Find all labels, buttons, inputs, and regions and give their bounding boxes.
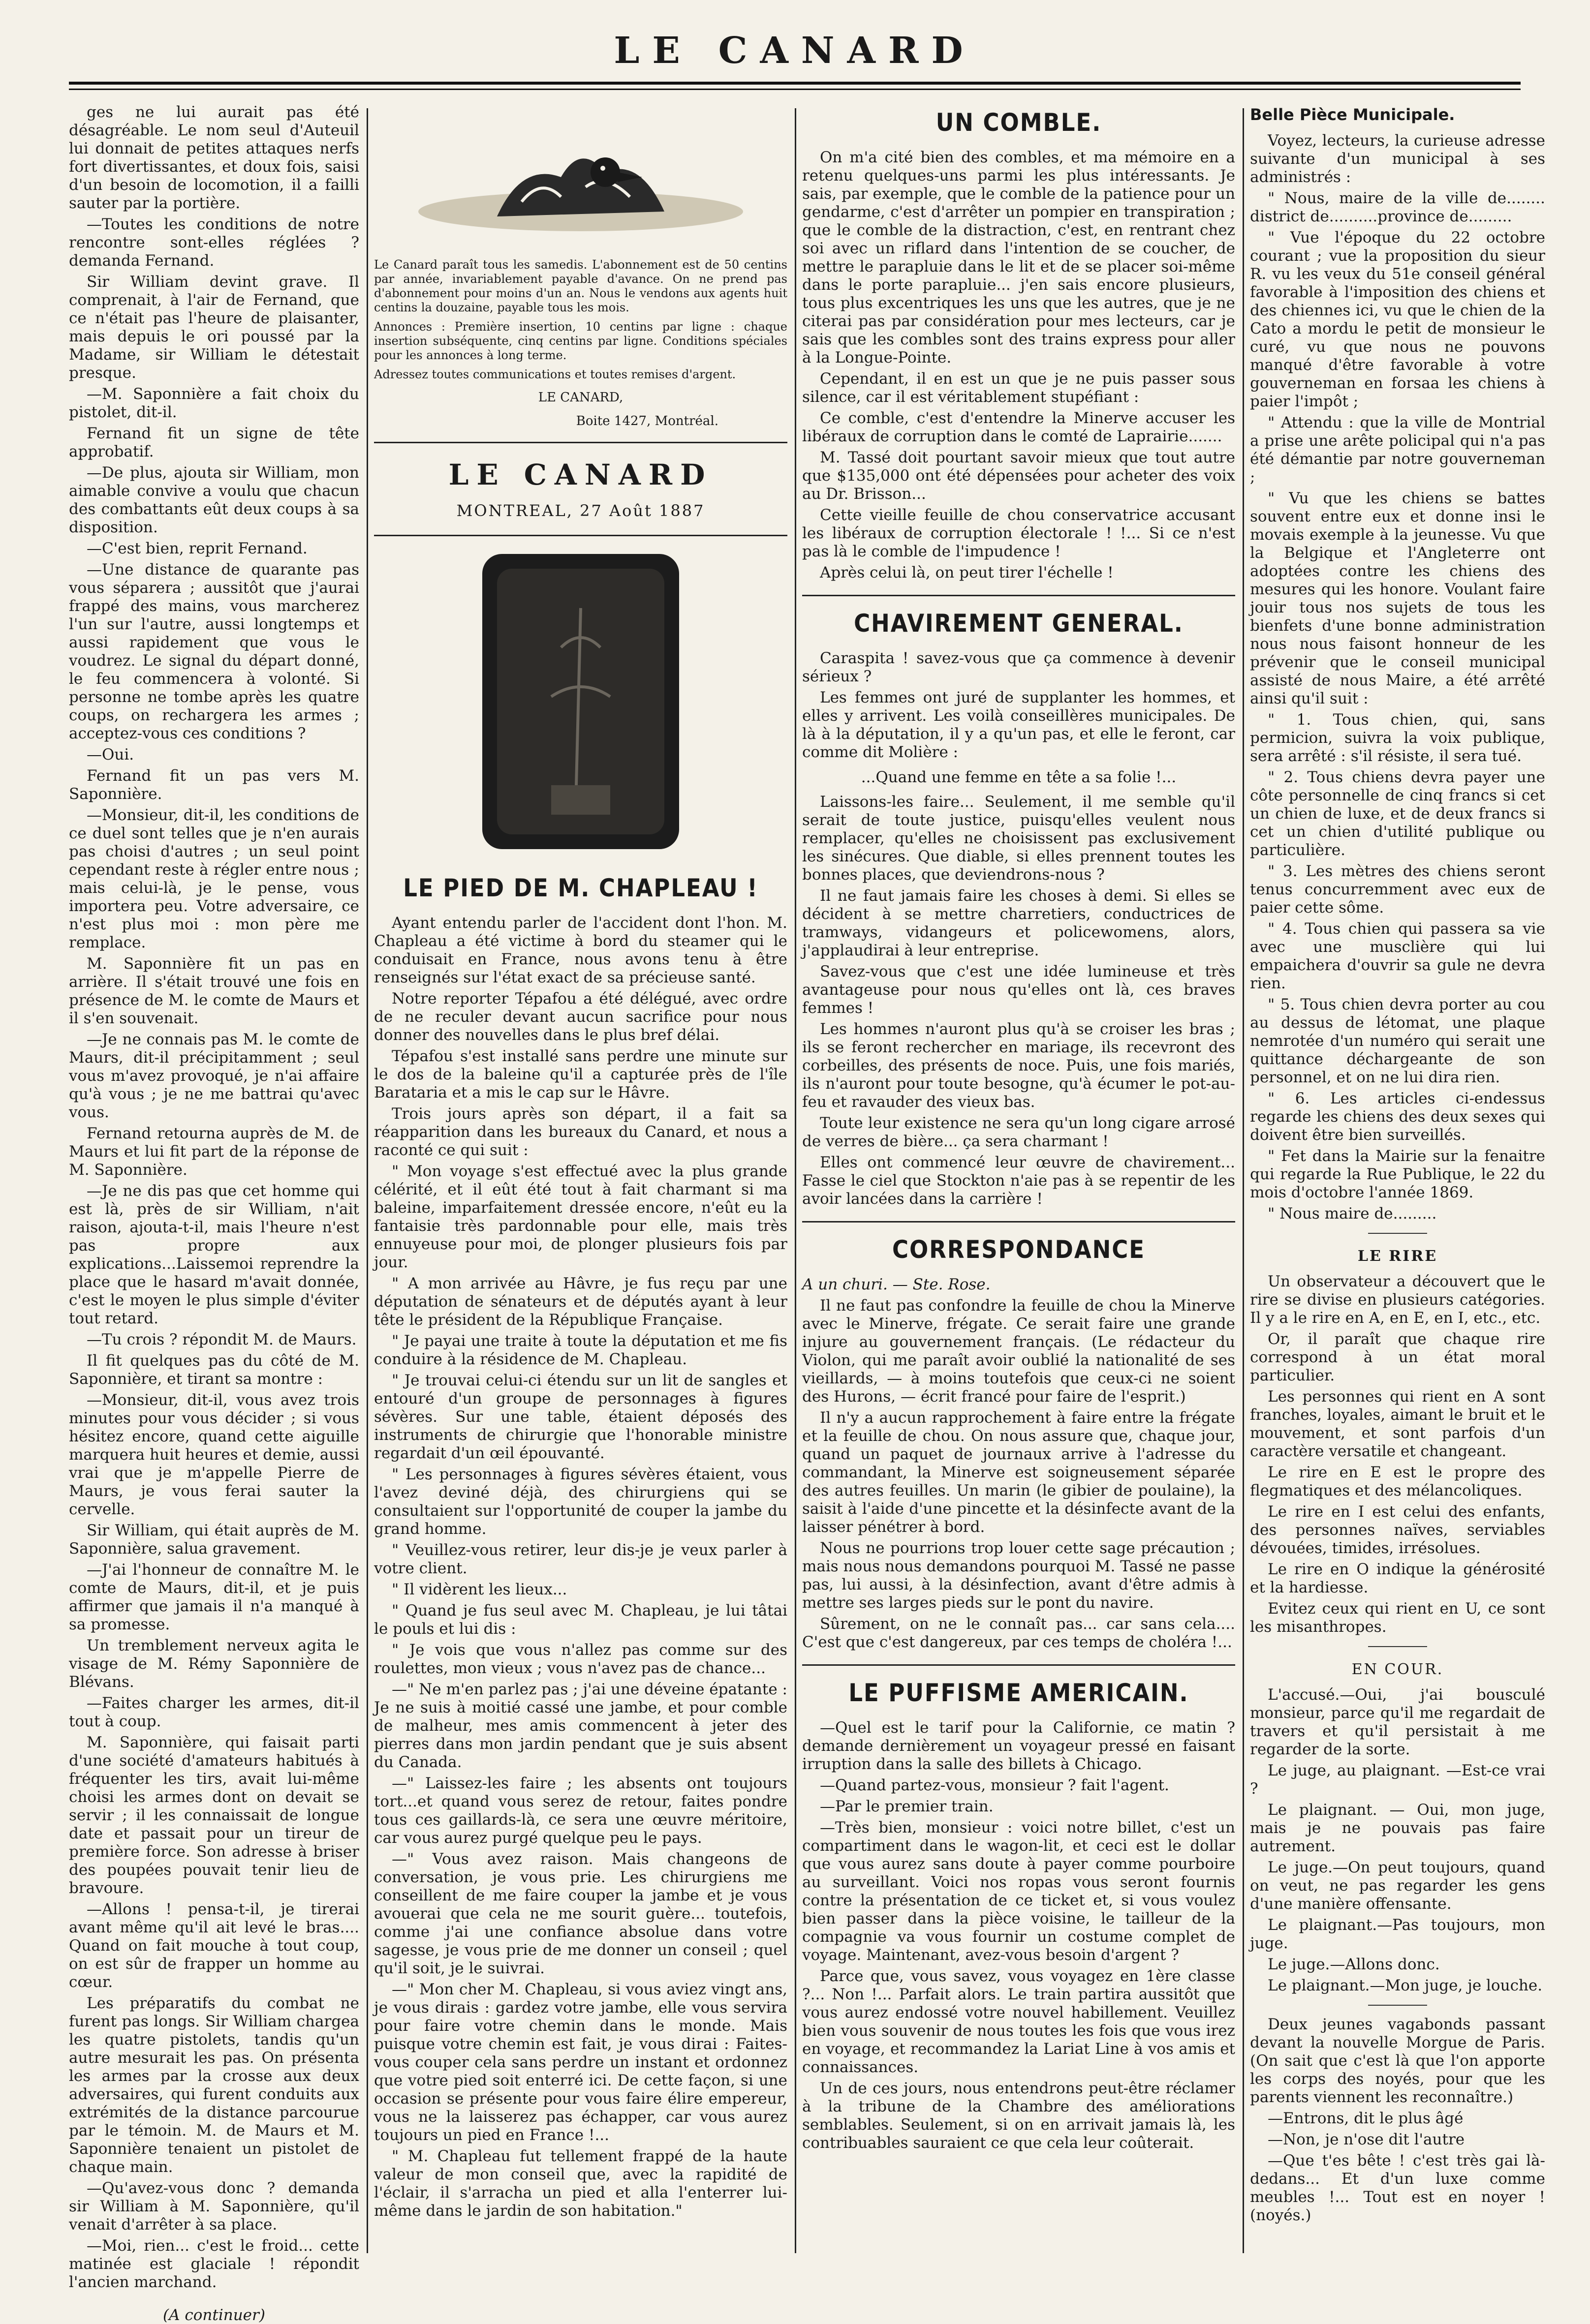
paragraph: —" Mon cher M. Chapleau, si vous aviez vingt ans, je vous dirais : gardez votre jambe, elle vous servira pour faire votre chemin dans le monde. Mais puisque votre chemin est fait, je vous dirai : Faites-vous couper cela sans perdre un instant et ordonnez que votre pied soit enterré ici. De cette façon, si une occasion se présente pour vous faire élire empereur, vous ne la laisserez pas échapper, car vous aurez toujours un pied en France !... <box>374 1981 787 2144</box>
piece-municipale-headline: Belle Pièce Municipale. <box>1250 105 1455 124</box>
paragraph: Elles ont commencé leur œuvre de chavirement... Fasse le ciel que Stockton n'aie pas à se repentir de les avoir lancées dans la carrière ! <box>802 1154 1235 1208</box>
paragraph: —Qu'avez-vous donc ? demanda sir William à M. Saponnière, qu'il venait d'arrêter à sa place. <box>69 2179 359 2233</box>
paragraph: Un de ces jours, nous entendrons peut-être réclamer à la tribune de la Chambre des améliorations semblables. Seulement, si on en arrivait jamais là, les contribuables sauraient ce que cela leur coûterait. <box>802 2079 1235 2152</box>
paragraph: Fernand fit un signe de tête approbatif. <box>69 425 359 460</box>
column-rule <box>367 108 368 2253</box>
paragraph: " 1. Tous chien, qui, sans permicion, suivra la voix publique, sera arrêté : s'il résiste, il sera tué. <box>1250 711 1545 765</box>
paragraph: " Fet dans la Mairie sur la fenaitre qui regarde la Rue Publique, le 22 du mois d'octobre l'année 1869. <box>1250 1147 1545 1201</box>
paragraph: " Nous, maire de la ville de........ district de..........province de......... <box>1250 189 1545 225</box>
paragraph: Nous ne pourrions trop louer cette sage précaution ; mais nous nous demandons pourquoi M. Tassé ne passe pas, lui aussi, à la désinfection, avant d'être admis à mettre ses larges pieds sur le pont du navire. <box>802 1539 1235 1612</box>
paragraph: —Toutes les conditions de notre rencontre sont-elles réglées ? demanda Fernand. <box>69 215 359 270</box>
paragraph: ges ne lui aurait pas été désagréable. Le nom seul d'Auteuil lui donnait de petites attaques nerfs fort divertissantes, et doux fois, saisi d'un besoin de locomotion, il a failli sauter par la portière. <box>69 103 359 212</box>
chavirement-intro <box>802 649 1235 762</box>
column-1 <box>69 103 359 2324</box>
paragraph: " Il vidèrent les lieux... <box>392 1581 567 1598</box>
paragraph: L'accusé.—Oui, j'ai bousculé monsieur, parce qu'il me regardait de travers et qu'il persistait à me regarder de la sorte. <box>1250 1686 1545 1758</box>
divider <box>374 535 787 536</box>
paragraph: " Je vois que vous n'allez pas comme sur des roulettes, mon vieux ; vous n'avez pas de chance... <box>374 1641 787 1677</box>
paragraph: —Je ne dis pas que cet homme qui est là, près de sir William, n'ait raison, ajouta-t-il, mais l'heure n'est pas propre aux explications...Laissemoi reprendre la place que le hasard m'avait donnée, c'est le moyen le plus simple d'éviter tout retard. <box>69 1182 359 1327</box>
paragraph: Il n'y a aucun rapprochement à faire entre la frégate et la feuille de chou. On nous assure que, chaque jour, quand un paquet de journaux arrive à l'adresse du commandant, la Minerve est soigneusement séparée des autres feuilles. Un marin (le gibier de poulaine), la saisit à l'aide d'une pincette et la désinfecte avant de la laisser pénétrer à bord. <box>802 1409 1235 1536</box>
paragraph: Cette vieille feuille de chou conservatrice accusant les libéraux de corruption électorale ! !... Si ce n'est pas là le comble de l'impudence ! <box>802 506 1235 560</box>
paragraph: Les préparatifs du combat ne furent pas longs. Sir William chargea les quatre pistolets, tandis qu'un autre mesurait les pas. On présenta les armes par la crosse aux deux adversaires, qui furent conduits aux extrémités de la distance parcourue par le témoin. M. de Maurs et M. Saponnière tenaient un pistolet de chaque main. <box>69 1994 359 2176</box>
paragraph: Trois jours après son départ, il a fait sa réapparition dans les bureaux du Canard, et nous a raconté ce qui suit : <box>374 1105 787 1159</box>
puffisme-article <box>802 1719 1235 2152</box>
paragraph: Fernand fit un pas vers M. Saponnière. <box>69 767 359 803</box>
paragraph: " 6. Les articles ci-endessus regarde les chiens des deux sexes qui doivent être bien surveillés. <box>1250 1090 1545 1144</box>
paragraph: Un tremblement nerveux agita le visage de M. Rémy Saponnière de Blévans. <box>69 1637 359 1691</box>
paragraph: " Les personnages à figures sévères étaient, vous l'avez deviné déjà, des chirurgiens qui se consultaient sur l'opportunité de couper la jambe du grand homme. <box>374 1466 787 1538</box>
paragraph: —Très bien, monsieur : voici notre billet, c'est un compartiment dans le wagon-lit, et ceci est le dollar que vous aurez sans doute à payer comme pourboire au surveillant. Voici nos ropas vous seront fournis contre la présentation de ce ticket et, si vous voulez bien passer dans la pièce voisine, le tailleur de la compagnie va vous fournir un costume complet de voyage. Maintenant, avez-vous besoin d'argent ? <box>802 1819 1235 1964</box>
column-rule <box>795 108 796 2253</box>
paragraph: " Veuillez-vous retirer, leur dis-je je veux parler à votre client. <box>374 1541 787 1577</box>
paragraph: —C'est bien, reprit Fernand. <box>87 540 308 557</box>
paragraph: Parce que, vous savez, vous voyagez en 1ère classe ?... Non !... Parfait alors. Le train partira aussitôt que vous aurez endossé votre nouvel habillement. Veuillez bien vous souvenir de nous toutes les fois que vous irez en voyage, et recommandez la Lariat Line à vos amis et connaissances. <box>802 1967 1235 2076</box>
paragraph: —Monsieur, dit-il, vous avez trois minutes pour vous décider ; si vous hésitez encore, quand cette aiguille marquera huit heures et demie, aussi vrai que je m'appelle Pierre de Maurs, je vous ferai sauter la cervelle. <box>69 1391 359 1518</box>
correspondance-headline: CORRESPONDANCE <box>892 1235 1146 1264</box>
paragraph: —De plus, ajouta sir William, mon aimable convive a voulu que chacun des combattants eût deux coups à sa disposition. <box>69 464 359 536</box>
divider <box>374 442 787 443</box>
paragraph: —M. Saponnière a fait choix du pistolet, dit-il. <box>69 385 359 421</box>
masthead <box>69 24 1521 97</box>
moliere-quote: ...Quand une femme en tête a sa folie !... <box>861 768 1177 786</box>
nameplate: LE CANARD <box>448 458 713 491</box>
paragraph: Savez-vous que c'est une idée lumineuse et très avantageuse pour nous qu'elles ont là, ces braves femmes ! <box>802 963 1235 1017</box>
paragraph: " Quand je fus seul avec M. Chapleau, je lui tâtai le pouls et lui dis : <box>374 1602 787 1638</box>
correspondance-recipient: A un churi. — Ste. Rose. <box>802 1276 991 1293</box>
paragraph: —Non, je n'ose dit l'autre <box>1268 2131 1465 2148</box>
paragraph: —Quel est le tarif pour la Californie, ce matin ? demande dernièrement un voyageur pressé en faisant irruption dans la salle des billets à Chicago. <box>802 1719 1235 1773</box>
paragraph: —Par le premier train. <box>820 1798 994 1815</box>
paragraph: Voyez, lecteurs, la curieuse adresse suivante d'un municipal à ses administrés : <box>1250 132 1545 186</box>
paragraph: Laissons-les faire... Seulement, il me semble qu'il serait de toute justice, puisqu'elles veulent nous remplacer, qu'elles ne choisissent pas exclusivement les sinécures. Que diable, si elles prennent toutes les bonnes places, que deviendrons-nous ? <box>802 793 1235 884</box>
paragraph: Il ne faut jamais faire les choses à demi. Si elles se décident à se mettre charretiers, conductrices de tramways, vidangeurs et policewomens, alors, j'applaudirai à leur entreprise. <box>802 887 1235 959</box>
paragraph: —Oui. <box>87 746 134 764</box>
paragraph: Sûrement, on ne le connaît pas... car sans cela.... C'est que c'est dangereux, par ces temps de choléra !... <box>802 1615 1235 1651</box>
address-notice: Adressez toutes communications et toutes remises d'argent. <box>374 367 736 381</box>
paragraph: Le plaignant. — Oui, mon juge, mais je ne pouvais pas faire autrement. <box>1250 1801 1545 1855</box>
en-cour-article <box>1250 1686 1545 1995</box>
paragraph: Les femmes ont juré de supplanter les hommes, et elles y arrivent. Les voilà conseillères municipales. De là à la députation, il y a qu'un pas, et elle le feront, car comme dit Molière : <box>802 689 1235 761</box>
paragraph: Le juge, au plaignant. —Est-ce vrai ? <box>1250 1762 1545 1798</box>
comble-article <box>802 149 1235 582</box>
paragraph: Deux jeunes vagabonds passant devant la nouvelle Morgue de Paris. (On sait que c'est là que l'on apporte les corps des noyés, pour que les parents viennent les reconnaître.) <box>1250 2016 1545 2106</box>
paragraph: Or, il paraît que chaque rire correspond à un état moral particulier. <box>1250 1330 1545 1384</box>
paragraph: " Vu que les chiens se battes souvent entre eux et donne insi le movais exemple à la jeunesse. Vu que la Belgique et l'Angleterre ont adoptées contre les chiens des mesures qui les honore. Voulant faire jouir tous nos sujets de tous les bienfets d'une bonne administration nous nous faisont honneur de les prévenir que le conseil municipal assisté de nous Maire, a été arrêté ainsi qu'il suit : <box>1250 489 1545 707</box>
paragraph: " Vue l'époque du 22 octobre courant ; vue la proposition du sieur R. vu les veux du 51e conseil général favorable à l'imposition des chiens et des chiennes ici, vu que le chien de la Cato a mordu le petit de monsieur le curé, vu que nous ne pouvons manqué d'être favorable à votre gouverneman en forsaa les chiens à paier l'impôt ; <box>1250 229 1545 410</box>
paragraph: " Je trouvai celui-ci étendu sur un lit de sangles et entouré d'un groupe de personnages à figures sévères. Sur une table, étaient déposés des instruments de chirurgie que l'honorable ministre regardait d'un œil épouvanté. <box>374 1372 787 1462</box>
paragraph: Evitez ceux qui rient en U, ce sont les misanthropes. <box>1250 1600 1545 1636</box>
paragraph: Le rire en O indique la générosité et la hardiesse. <box>1250 1560 1545 1596</box>
paragraph: Il fit quelques pas du côté de M. Saponnière, et tirant sa montre : <box>69 1352 359 1388</box>
address-box: Boite 1427, Montréal. <box>576 414 718 428</box>
chapleau-article <box>374 914 787 2220</box>
paragraph: " M. Chapleau fut tellement frappé de la haute valeur de mon conseil que, avec la rapidité de l'éclair, il s'arracha un pied et alla l'enterrer lui-même dans le jardin de son habitation." <box>374 2147 787 2220</box>
column-rule <box>1243 108 1244 2253</box>
paragraph: —Une distance de quarante pas vous séparera ; aussitôt que j'aurai frappé des mains, vous marcherez l'un sur l'autre, aussi longtemps et aussi rapidement que vous le voudrez. Le signal du départ donné, le feu commencera à volonté. Si personne ne tombe après les quatre coups, on rechargera les armes ; acceptez-vous ces conditions ? <box>69 561 359 742</box>
paragraph: —" Ne m'en parlez pas ; j'ai une déveine épatante : Je ne suis à moitié cassé une jambe, et pour comble de malheur, mes amis commencent à jeter des pierres dans mon jardin pendant que je suis absent du Canada. <box>374 1681 787 1771</box>
paragraph: Après celui là, on peut tirer l'échelle ! <box>820 564 1114 581</box>
paragraph: " Je payai une traite à toute la députation et me fis conduire à la résidence de M. Chapleau. <box>374 1332 787 1368</box>
paragraph: Ayant entendu parler de l'accident dont l'hon. M. Chapleau a été victime à bord du steamer qui le conduisait en France, nous avons tenu à être renseignés sur l'état exact de sa précieuse santé. <box>374 914 787 986</box>
address-name: LE CANARD, <box>538 390 624 405</box>
paragraph: —" Vous avez raison. Mais changeons de conversation, je vous prie. Les chirurgiens me conseillent de me faire couper la jambe et je vous avouerai que cela ne me sourit guère... toutefois, comme j'ai une confiance absolue dans votre sagesse, je vous prie de me donner un conseil ; quel qu'il soit, je le suivrai. <box>374 1850 787 1977</box>
paragraph: Le plaignant.—Mon juge, je louche. <box>1268 1977 1543 1994</box>
paragraph: —Monsieur, dit-il, les conditions de ce duel sont telles que je n'en aurais pas choisi d'autres ; un seul point cependant reste à régler entre nous ; mais celui-là, je le pense, vous importera peu. Votre adversaire, ce n'est plus moi : mon père me remplace. <box>69 806 359 951</box>
chapleau-headline: LE PIED DE M. CHAPLEAU ! <box>403 874 758 902</box>
puffisme-headline: LE PUFFISME AMERICAIN. <box>848 1679 1189 1707</box>
paragraph: Ce comble, c'est d'entendre la Minerve accuser les libéraux de corruption dans le comté de Laprairie....... <box>802 409 1235 445</box>
paragraph: Sir William, qui était auprès de M. Saponnière, salua gravement. <box>69 1522 359 1558</box>
correspondance-article <box>802 1297 1235 1651</box>
paragraph: —Allons ! pensa-t-il, je tirerai avant même qu'il ait levé le bras.... Quand on fait mouche à tout coup, on est sûr de frapper un homme au cœur. <box>69 1900 359 1991</box>
advertising-notice: Annonces : Première insertion, 10 centins par ligne : chaque insertion subséquente, cinq centins par ligne. Conditions spéciales pour les annonces à long terme. <box>374 320 787 362</box>
divider <box>1368 2005 1427 2006</box>
paragraph: —Je ne connais pas M. le comte de Maurs, dit-il précipitamment ; seul vous m'avez provoqué, je n'ai affaire qu'à vous ; je ne me battrai qu'avec vous. <box>69 1031 359 1121</box>
paragraph: " Nous maire de......... <box>1268 1205 1437 1223</box>
continue-label: (A continuer) <box>163 2306 265 2324</box>
masthead-rule-bottom <box>69 89 1521 90</box>
rire-headline: LE RIRE <box>1357 1248 1438 1265</box>
paragraph: Un observateur a découvert que le rire se divise en plusieurs catégories. Il y a le rire en A, en E, en I, etc., etc. <box>1250 1273 1545 1327</box>
masthead-title: LE CANARD <box>614 30 976 72</box>
comble-headline: UN COMBLE. <box>935 108 1102 137</box>
chavirement-article <box>802 793 1235 1208</box>
paragraph: M. Saponnière, qui faisait parti d'une société d'amateurs habitués à fréquenter les tirs, avait lui-même choisi les armes dont on devait se servir ; il les connaissait de longue date et passait pour un tireur de première force. Son adresse à briser des poupées pouvait tenir lieu de bravoure. <box>69 1734 359 1897</box>
paragraph: " A mon arrivée au Hâvre, je fus reçu par une députation de sénateurs et de députés ayant à leur tête le président de la République Française. <box>374 1275 787 1329</box>
paragraph: " 2. Tous chiens devra payer une côte personnelle de cinq francs si cet un chien de luxe, et de deux francs si cet un chien d'utilité publique ou particulière. <box>1250 768 1545 859</box>
paragraph: On m'a cité bien des combles, et ma mémoire en a retenu quelques-uns parmi les plus intéressants. Je sais, par exemple, que le comble de la patience pour un gendarme, c'est d'arrêter un pompier en transpiration ; que le comble de la distraction, c'est, en rentrant chez soi avec un riflard dans l'intention de se coucher, de mettre le parapluie dans le lit et de se placer soi-même dans le porte parapluie... j'en sais encore plusieurs, tous plus excentriques les uns que les autres, que je ne citerai pas par considération pour mes lecteurs, car je sais que les combles sont des trains express pour aller à la Longue-Pointe. <box>802 149 1235 367</box>
paragraph: M. Saponnière fit un pas en arrière. Il s'était trouvé une fois en présence de M. le comte de Maurs et il s'en souvenait. <box>69 955 359 1027</box>
subscription-notice: Le Canard paraît tous les samedis. L'abonnement est de 50 centins par année, invariablement payable d'avance. On ne prend pas d'abonnement pour moins d'un an. Nous le vendons aux agents huit centins la douzaine, payable tous les mois. <box>374 258 787 314</box>
paragraph: —Moi, rien... c'est le froid... cette matinée est glaciale ! répondit l'ancien marchand. <box>69 2237 359 2291</box>
column-2 <box>374 103 787 2258</box>
paragraph: —Quand partez-vous, monsieur ? fait l'agent. <box>820 1776 1169 1794</box>
paragraph: Le juge.—On peut toujours, quand on veut, ne pas regarder les gens d'une manière offensante. <box>1250 1859 1545 1913</box>
paragraph: " 3. Les mètres des chiens seront tenus concurremment avec eux de paier cette sôme. <box>1250 862 1545 917</box>
paragraph: " Attendu : que la ville de Montrial a prise une arête policipal qui n'a pas été démantie par notre gouverneman ; <box>1250 414 1545 486</box>
paragraph: Il ne faut pas confondre la feuille de chou la Minerve avec le Minerve, frégate. Ce serait faire une grande injure au gouvernement français. (Le rédacteur du Violon, qui me paraît avoir oublié la nationalité de ses vieillards, — à moins toutefois que ceux-ci ne soient des Hurons, — écrit francé pour faire de l'esprit.) <box>802 1297 1235 1406</box>
paragraph: Le rire en I est celui des enfants, des personnes naïves, serviables dévouées, timides, irrésolues. <box>1250 1503 1545 1557</box>
morgue-anecdote <box>1250 2016 1545 2225</box>
paragraph: " 5. Tous chien devra porter au cou au dessus de létomat, une plaque nemrotée d'un numéro qui serait une quittance déchargeante de son personnel, et on ne lui dira rien. <box>1250 996 1545 1086</box>
dateline: MONTREAL, 27 Août 1887 <box>456 501 705 520</box>
paragraph: Caraspita ! savez-vous que ça commence à devenir sérieux ? <box>802 649 1235 685</box>
paragraph: Le rire en E est le propre des flegmatiques et des mélancoliques. <box>1250 1464 1545 1499</box>
paragraph: Le plaignant.—Pas toujours, mon juge. <box>1250 1916 1545 1952</box>
piece-municipale-article <box>1250 132 1545 1223</box>
paragraph: Les hommes n'auront plus qu'à se croiser les bras ; ils se feront rechercher en mariage, ils recevront des corbeilles, des présents de noce. Puis, une fois mariés, ils n'auront pour toute besogne, qu'à écumer le pot-au-feu et ravauder des vieux bas. <box>802 1020 1235 1111</box>
divider <box>802 1221 1235 1223</box>
paragraph: Sir William devint grave. Il comprenait, à l'air de Fernand, que ce n'était pas l'heure de plaisanter, mais depuis le ori poussé par la Madame, sir William le détestait presque. <box>69 273 359 382</box>
paragraph: Tépafou s'est installé sans perdre une minute sur le dos de la baleine qu'il a capturée près de l'île Barataria et a mis le cap sur le Hâvre. <box>374 1047 787 1101</box>
paragraph: —Tu crois ? répondit M. de Maurs. <box>87 1331 357 1348</box>
divider <box>802 1664 1235 1666</box>
paragraph: Fernand retourna auprès de M. de Maurs et lui fit part de la réponse de M. Saponnière. <box>69 1125 359 1179</box>
paragraph: —Entrons, dit le plus âgé <box>1268 2110 1464 2127</box>
column-3 <box>802 103 1235 2258</box>
paragraph: —Faites charger les armes, dit-il tout à coup. <box>69 1694 359 1730</box>
engraving-illustration <box>477 549 684 854</box>
divider <box>802 595 1235 596</box>
paragraph: Toute leur existence ne sera qu'un long cigare arrosé de verres de bière... ça sera charmant ! <box>802 1114 1235 1150</box>
duck-illustration <box>374 103 787 251</box>
paragraph: —Que t'es bête ! c'est très gai là-dedans... Et d'un luxe comme meubles !... Tout est en noyer ! (noyés.) <box>1250 2152 1545 2224</box>
column-4 <box>1250 103 1545 2258</box>
paragraph: —" Laissez-les faire ; les absents ont toujours tort...et quand vous serez de retour, faites pondre tous ces gaillards-là, ce sera une œuvre méritoire, car vous aurez purgé quelque peu le pays. <box>374 1774 787 1847</box>
paragraph: " Mon voyage s'est effectué avec la plus grande célérité, et il eût été tout à fait charmant si ma baleine, imparfaitement dressée encore, n'eût eu la fantaisie très pardonnable pour elle, mais très ennuyeuse pour moi, de plonger plusieurs fois par jour. <box>374 1162 787 1271</box>
rire-article <box>1250 1273 1545 1636</box>
divider <box>1368 1646 1427 1647</box>
en-cour-headline: EN COUR. <box>1351 1661 1444 1678</box>
paragraph: Le juge.—Allons donc. <box>1268 1956 1440 1973</box>
paragraph: —J'ai l'honneur de connaître M. le comte de Maurs, dit-il, et je puis affirmer que jamais il n'a manqué à sa promesse. <box>69 1561 359 1633</box>
paragraph: M. Tassé doit pourtant savoir mieux que tout autre que $135,000 ont été dépensées pour acheter des voix au Dr. Brisson... <box>802 449 1235 503</box>
paragraph: Les personnes qui rient en A sont franches, loyales, aimant le bruit et le mouvement, et sont parfois d'un caractère versatile et changeant. <box>1250 1388 1545 1460</box>
chavirement-headline: CHAVIREMENT GENERAL. <box>854 609 1184 638</box>
paragraph: Cependant, il en est un que je ne puis passer sous silence, car il est véritablement stupéfiant : <box>802 370 1235 406</box>
divider <box>1368 1233 1427 1234</box>
serial-story <box>69 103 359 2292</box>
masthead-rule-top <box>69 82 1521 85</box>
paragraph: " 4. Tous chien qui passera sa vie avec une musclière qui lui empaichera d'ouvrir sa gule ne devra rien. <box>1250 920 1545 992</box>
paragraph: Notre reporter Tépafou a été délégué, avec ordre de ne reculer devant aucun sacrifice pour nous donner des nouvelles dans le plus bref délai. <box>374 990 787 1044</box>
